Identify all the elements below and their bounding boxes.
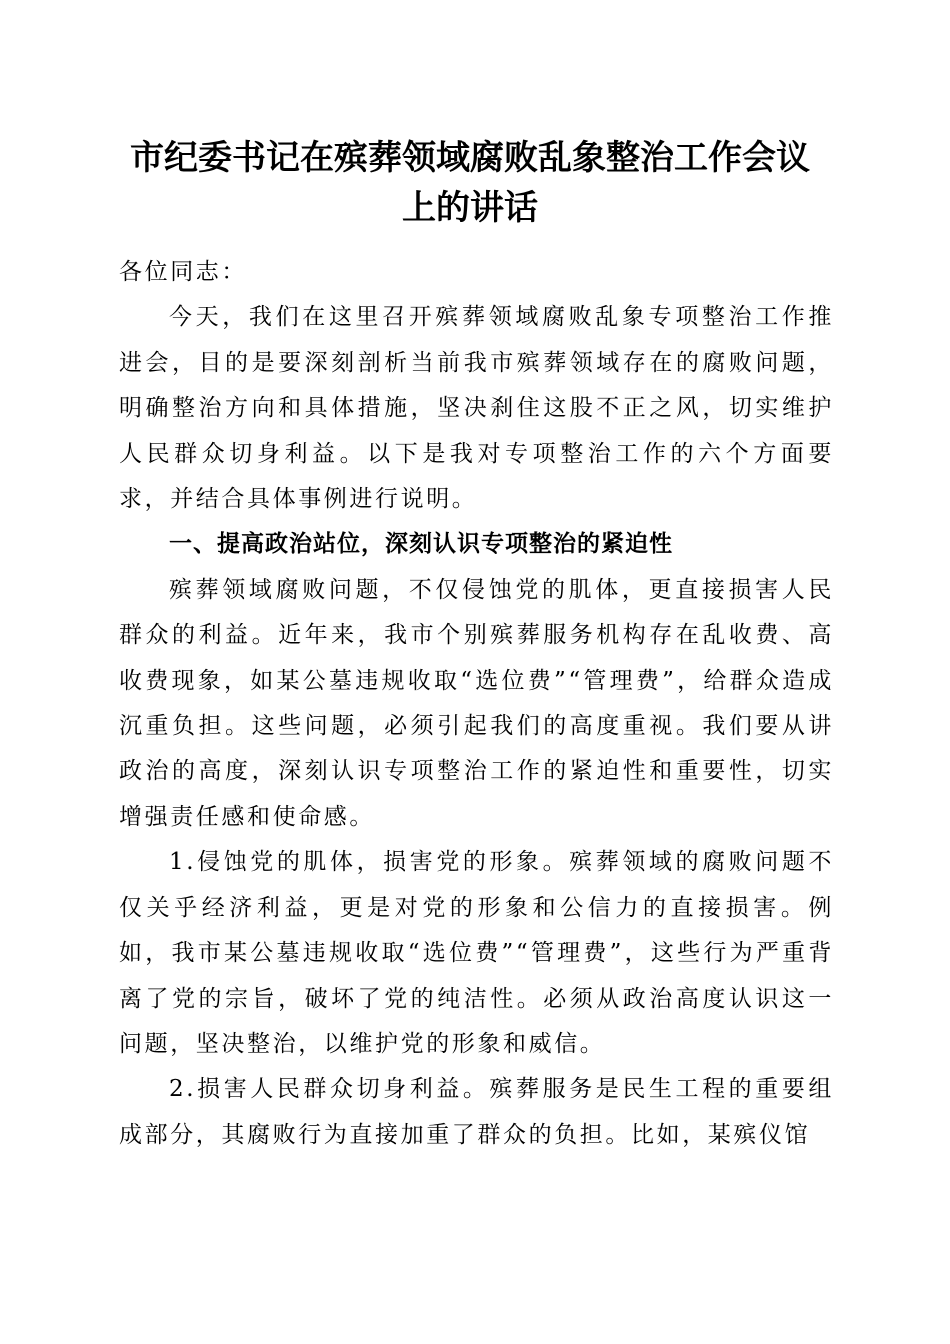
title-line-2: 上的讲话 [402,188,538,228]
section-heading-1: 一、提高政治站位，深刻认识专项整治的紧迫性 [169,531,673,558]
section-1-point-2: 2.损害人民群众切身利益。殡葬服务是民生工程的重要组成部分，其腐败行为直接加重了群众的负担。比如，某殡仪馆 [119,1076,834,1148]
document-title [110,133,830,233]
title-line-1: 市纪委书记在殡葬领域腐败乱象整治工作会议 [130,138,810,178]
intro-paragraph: 今天，我们在这里召开殡葬领域腐败乱象专项整治工作推进会，目的是要深刻剖析当前我市殡葬领域存在的腐败问题，明确整治方向和具体措施，坚决刹住这股不正之风，切实维护人民群众切身利益。以下是我对专项整治工作的六个方面要求，并结合具体事例进行说明。 [119,304,834,513]
section-1-point-1: 1.侵蚀党的肌体，损害党的形象。殡葬领域的腐败问题不仅关乎经济利益，更是对党的形象和公信力的直接损害。例如，我市某公墓违规收取“选位费”“管理费”，这些行为严重背离了党的宗旨，破坏了党的纯洁性。必须从政治高度认识这一问题，坚决整治，以维护党的形象和威信。 [119,849,834,1057]
salutation: 各位同志： [119,259,247,285]
document-body [119,250,834,1158]
section-1-paragraph: 殡葬领域腐败问题，不仅侵蚀党的肌体，更直接损害人民群众的利益。近年来，我市个别殡葬服务机构存在乱收费、高收费现象，如某公墓违规收取“选位费”“管理费”，给群众造成沉重负担。这些问题，必须引起我们的高度重视。我们要从讲政治的高度，深刻认识专项整治工作的紧迫性和重要性，切实增强责任感和使命感。 [119,576,834,830]
